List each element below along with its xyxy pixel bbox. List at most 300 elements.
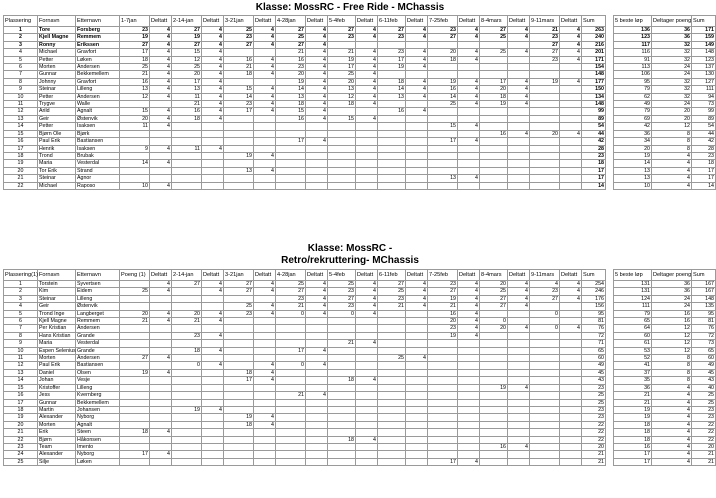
- table-cell: [150, 175, 172, 182]
- table-cell: [378, 175, 406, 182]
- table-cell: [606, 86, 614, 93]
- table-cell: 20: [172, 71, 202, 78]
- table-cell: [606, 27, 614, 34]
- table-cell: 76: [692, 325, 716, 332]
- table-cell: [406, 123, 428, 130]
- table-cell: [406, 167, 428, 174]
- table-cell: Østenvik: [76, 115, 120, 122]
- table-cell: 4: [202, 49, 224, 56]
- table-cell: [378, 458, 406, 465]
- table-cell: 23: [692, 152, 716, 159]
- table-cell: 18: [224, 369, 254, 376]
- table-cell: 15: [428, 123, 458, 130]
- column-header: 8-4mars: [480, 270, 508, 281]
- table-cell: [530, 152, 560, 159]
- table-cell: 27: [530, 295, 560, 302]
- table-cell: 25: [276, 281, 306, 288]
- table-cell: 4: [254, 34, 276, 41]
- table-cell: 4: [202, 27, 224, 34]
- table-cell: 23: [582, 384, 606, 391]
- table-cell: 4: [150, 71, 172, 78]
- table-cell: 16: [4, 138, 38, 145]
- table-cell: [458, 443, 480, 450]
- table1-title: Klasse: MossRC - Free Ride - MChassis: [255, 2, 445, 13]
- table-cell: [120, 295, 150, 302]
- table-row: [4, 443, 716, 450]
- table-cell: 16: [172, 108, 202, 115]
- table-cell: [560, 175, 582, 182]
- table-cell: [172, 182, 202, 189]
- table-cell: 4: [458, 123, 480, 130]
- table-cell: [276, 399, 306, 406]
- table-cell: [378, 421, 406, 428]
- table-cell: 4: [202, 78, 224, 85]
- table-cell: [306, 175, 328, 182]
- table-cell: [458, 414, 480, 421]
- table-cell: 23: [530, 288, 560, 295]
- table-cell: [306, 458, 328, 465]
- table-cell: 17: [692, 167, 716, 174]
- table-cell: [606, 318, 614, 325]
- table-cell: [458, 130, 480, 137]
- table-cell: [328, 175, 356, 182]
- table-cell: 16: [276, 56, 306, 63]
- table-cell: 24: [652, 64, 692, 71]
- column-header: Etternavn: [76, 270, 120, 281]
- table-cell: [224, 325, 254, 332]
- table-cell: [202, 340, 224, 347]
- column-header: Fornavn: [38, 270, 76, 281]
- table-cell: 53: [614, 347, 652, 354]
- table-cell: 4: [150, 451, 172, 458]
- table-cell: [530, 384, 560, 391]
- table-cell: Trond: [38, 152, 76, 159]
- table-cell: [530, 145, 560, 152]
- table-cell: [530, 86, 560, 93]
- table-cell: [172, 167, 202, 174]
- table-cell: [328, 325, 356, 332]
- table-cell: Grande: [76, 347, 120, 354]
- table-cell: [254, 160, 276, 167]
- table-cell: [328, 443, 356, 450]
- table-cell: 4: [202, 406, 224, 413]
- table-cell: 16: [480, 443, 508, 450]
- table-cell: 4: [306, 86, 328, 93]
- table-cell: [306, 369, 328, 376]
- table-cell: 4: [530, 281, 560, 288]
- table-cell: Johan: [38, 377, 76, 384]
- column-header: [606, 270, 614, 281]
- table-cell: 16: [652, 310, 692, 317]
- table-cell: [428, 443, 458, 450]
- table-row: [4, 414, 716, 421]
- table-cell: 4: [254, 108, 276, 115]
- table-cell: [224, 182, 254, 189]
- table-cell: [428, 406, 458, 413]
- table-cell: 4: [306, 288, 328, 295]
- table-cell: 7: [4, 325, 38, 332]
- table-cell: 89: [582, 115, 606, 122]
- table-cell: [530, 436, 560, 443]
- table-cell: [150, 167, 172, 174]
- table-cell: [508, 160, 530, 167]
- table-cell: 25: [480, 34, 508, 41]
- table-cell: [458, 167, 480, 174]
- table-cell: [202, 377, 224, 384]
- column-header: Fornavn: [38, 16, 76, 27]
- table-cell: 4: [150, 182, 172, 189]
- table-cell: [224, 49, 254, 56]
- table-cell: [202, 436, 224, 443]
- table-cell: 14: [378, 86, 406, 93]
- column-header: 4-28jan: [276, 270, 306, 281]
- table-cell: 4: [508, 130, 530, 137]
- table-cell: 4: [150, 78, 172, 85]
- table-row: [4, 303, 716, 310]
- table-row: [4, 436, 716, 443]
- table-cell: 4: [150, 429, 172, 436]
- table-cell: 23: [378, 295, 406, 302]
- table-row: [4, 167, 716, 174]
- table-cell: 4: [254, 152, 276, 159]
- table-cell: [378, 130, 406, 137]
- table-cell: Petter: [38, 93, 76, 100]
- table-cell: 4: [202, 86, 224, 93]
- table-cell: 4: [508, 34, 530, 41]
- table-cell: 4: [458, 27, 480, 34]
- table-cell: 19: [428, 78, 458, 85]
- table-cell: Morten: [38, 421, 76, 428]
- table-cell: [428, 130, 458, 137]
- table-cell: 3: [4, 295, 38, 302]
- table-cell: [120, 175, 150, 182]
- table-cell: 22: [692, 421, 716, 428]
- table-row: [4, 56, 716, 63]
- table-cell: [508, 123, 530, 130]
- table-cell: [530, 318, 560, 325]
- table-cell: [530, 421, 560, 428]
- table-cell: [406, 414, 428, 421]
- table-cell: 4: [356, 56, 378, 63]
- table-cell: 10: [4, 347, 38, 354]
- table-cell: [480, 362, 508, 369]
- table-row: [4, 160, 716, 167]
- table-cell: [306, 436, 328, 443]
- table-cell: [530, 167, 560, 174]
- table-cell: [356, 108, 378, 115]
- table-cell: [254, 406, 276, 413]
- table-cell: 4: [458, 56, 480, 63]
- table-cell: 4: [508, 49, 530, 56]
- table-cell: [328, 399, 356, 406]
- table-cell: [480, 451, 508, 458]
- table-cell: [276, 377, 306, 384]
- table-cell: Ronny: [38, 41, 76, 48]
- table-cell: 4: [652, 399, 692, 406]
- table-cell: 4: [508, 78, 530, 85]
- table-cell: 8: [652, 145, 692, 152]
- table-cell: [406, 101, 428, 108]
- table-cell: [224, 115, 254, 122]
- table-cell: [428, 340, 458, 347]
- table-cell: [406, 115, 428, 122]
- table-cell: [120, 347, 150, 354]
- table-cell: [356, 167, 378, 174]
- table-cell: [306, 332, 328, 339]
- table-cell: Løken: [76, 56, 120, 63]
- table-cell: [606, 414, 614, 421]
- table-cell: 4: [150, 93, 172, 100]
- table-cell: 21: [378, 303, 406, 310]
- table-cell: [328, 318, 356, 325]
- table-cell: 45: [582, 369, 606, 376]
- table-cell: 16: [276, 115, 306, 122]
- table-row: [4, 384, 716, 391]
- table-cell: [406, 436, 428, 443]
- table-cell: 4: [150, 49, 172, 56]
- table-cell: Erikssen: [76, 41, 120, 48]
- table-cell: 20: [692, 443, 716, 450]
- table-cell: 42: [692, 138, 716, 145]
- table-cell: 21: [428, 303, 458, 310]
- table-cell: 11: [120, 123, 150, 130]
- table-cell: 25: [276, 34, 306, 41]
- table-cell: 71: [582, 340, 606, 347]
- table-cell: 23: [428, 281, 458, 288]
- table-cell: 21: [328, 49, 356, 56]
- table-cell: [378, 340, 406, 347]
- table-cell: 8: [652, 138, 692, 145]
- table-cell: [530, 182, 560, 189]
- table-row: [4, 318, 716, 325]
- table-cell: 23: [276, 64, 306, 71]
- table-cell: Langberget: [76, 310, 120, 317]
- table-cell: 135: [692, 303, 716, 310]
- table-cell: 4: [458, 318, 480, 325]
- table-cell: 19: [480, 101, 508, 108]
- table-cell: 18: [224, 71, 254, 78]
- table-cell: 263: [582, 27, 606, 34]
- table-cell: 10: [4, 93, 38, 100]
- column-header: 9-11mars: [530, 16, 560, 27]
- table-cell: [560, 399, 582, 406]
- table-cell: 4: [254, 281, 276, 288]
- table-cell: 4: [560, 295, 582, 302]
- table-cell: 28: [582, 145, 606, 152]
- table-cell: 4: [560, 27, 582, 34]
- table-cell: 111: [614, 303, 652, 310]
- table-cell: 15: [4, 130, 38, 137]
- table-cell: [480, 152, 508, 159]
- table-cell: Hans Kristian: [38, 332, 76, 339]
- table-cell: 12: [652, 347, 692, 354]
- table-cell: 18: [692, 160, 716, 167]
- table-cell: 79: [614, 86, 652, 93]
- table-cell: [328, 152, 356, 159]
- table-cell: 4: [306, 27, 328, 34]
- table-cell: Martin: [38, 406, 76, 413]
- table-cell: 17: [428, 138, 458, 145]
- table-cell: 20: [276, 71, 306, 78]
- table-cell: [172, 152, 202, 159]
- table-cell: [356, 175, 378, 182]
- header-row: [4, 270, 716, 281]
- table-cell: 149: [692, 41, 716, 48]
- table-cell: [480, 421, 508, 428]
- table-cell: 4: [202, 108, 224, 115]
- table-cell: 45: [692, 369, 716, 376]
- table-cell: [606, 451, 614, 458]
- table-cell: [508, 175, 530, 182]
- table-cell: 23: [530, 56, 560, 63]
- table-cell: [120, 303, 150, 310]
- table-cell: [406, 458, 428, 465]
- table-cell: [150, 377, 172, 384]
- table-cell: [458, 369, 480, 376]
- table-cell: 4: [356, 34, 378, 41]
- table-cell: [606, 281, 614, 288]
- table-cell: [378, 325, 406, 332]
- table-cell: 11: [172, 93, 202, 100]
- table-cell: 23: [120, 27, 150, 34]
- table-cell: [530, 115, 560, 122]
- column-header: Deltatt: [150, 270, 172, 281]
- table-cell: 4: [560, 78, 582, 85]
- table-cell: 32: [652, 78, 692, 85]
- table-cell: 13: [4, 115, 38, 122]
- table-cell: 27: [172, 281, 202, 288]
- table-cell: [150, 392, 172, 399]
- table-cell: [480, 355, 508, 362]
- table-cell: [606, 295, 614, 302]
- table-cell: [560, 347, 582, 354]
- table-cell: [560, 392, 582, 399]
- table-cell: [202, 355, 224, 362]
- table-cell: [120, 130, 150, 137]
- table-cell: 64: [614, 325, 652, 332]
- table-cell: [378, 138, 406, 145]
- table-cell: [356, 429, 378, 436]
- table-cell: [254, 332, 276, 339]
- table-cell: [606, 108, 614, 115]
- table-cell: [254, 451, 276, 458]
- table-cell: [560, 384, 582, 391]
- table-cell: 36: [614, 130, 652, 137]
- column-header: Sum: [582, 270, 606, 281]
- table-cell: 18: [614, 436, 652, 443]
- table-cell: Lilleng: [76, 384, 120, 391]
- table-cell: [560, 160, 582, 167]
- table-cell: 16: [378, 108, 406, 115]
- table-cell: [508, 406, 530, 413]
- column-header: 4-28jan: [276, 16, 306, 27]
- table-cell: [172, 160, 202, 167]
- table-cell: [406, 399, 428, 406]
- table-cell: 4: [202, 56, 224, 63]
- table-cell: Morten: [38, 355, 76, 362]
- table-cell: Imento: [76, 443, 120, 450]
- table-cell: [606, 332, 614, 339]
- table-cell: [458, 145, 480, 152]
- table-cell: [328, 123, 356, 130]
- table-cell: 20: [614, 145, 652, 152]
- table-cell: 4: [202, 41, 224, 48]
- column-header: Plassering(1): [4, 270, 38, 281]
- table-cell: 20: [480, 325, 508, 332]
- table-cell: 18: [614, 421, 652, 428]
- table-cell: 27: [224, 281, 254, 288]
- table-cell: [480, 145, 508, 152]
- table-cell: [458, 64, 480, 71]
- table-cell: [356, 152, 378, 159]
- table-cell: 11: [172, 145, 202, 152]
- table-cell: 18: [276, 101, 306, 108]
- table-cell: [356, 414, 378, 421]
- table-cell: 4: [458, 175, 480, 182]
- table-cell: 9: [4, 340, 38, 347]
- column-header: Deltatt: [356, 16, 378, 27]
- table-cell: 4: [150, 145, 172, 152]
- table-cell: 4: [254, 86, 276, 93]
- table-cell: [458, 115, 480, 122]
- table-cell: 4: [202, 34, 224, 41]
- table-cell: [508, 429, 530, 436]
- table-cell: 3: [4, 41, 38, 48]
- table-cell: 14: [614, 160, 652, 167]
- table-cell: 148: [692, 49, 716, 56]
- table-cell: [606, 458, 614, 465]
- table-cell: 27: [480, 27, 508, 34]
- table-cell: [560, 443, 582, 450]
- table-cell: 20: [530, 130, 560, 137]
- table-cell: 17: [614, 451, 652, 458]
- table-cell: 60: [582, 355, 606, 362]
- table-cell: [530, 451, 560, 458]
- table-cell: [378, 332, 406, 339]
- table-cell: [224, 130, 254, 137]
- table-cell: 4: [356, 436, 378, 443]
- table-cell: [606, 152, 614, 159]
- table-row: [4, 369, 716, 376]
- table-cell: 4: [356, 64, 378, 71]
- column-header: 5-4feb: [328, 270, 356, 281]
- table-cell: 4: [254, 71, 276, 78]
- table-cell: 123: [692, 56, 716, 63]
- table-cell: [378, 392, 406, 399]
- table-cell: [530, 108, 560, 115]
- table-cell: 13: [328, 86, 356, 93]
- table-row: [4, 362, 716, 369]
- table-cell: 21: [614, 399, 652, 406]
- table-cell: [328, 41, 356, 48]
- table-cell: [480, 310, 508, 317]
- table-cell: 4: [652, 458, 692, 465]
- table-cell: [480, 399, 508, 406]
- table-cell: [606, 421, 614, 428]
- table-cell: [378, 145, 406, 152]
- table-cell: [428, 145, 458, 152]
- table-cell: 10: [614, 182, 652, 189]
- table-cell: 25: [4, 458, 38, 465]
- table-cell: 21: [530, 27, 560, 34]
- table-cell: 4: [202, 318, 224, 325]
- table-cell: 24: [4, 451, 38, 458]
- table-cell: [254, 318, 276, 325]
- table-cell: Andersen: [76, 64, 120, 71]
- table-cell: 17: [4, 145, 38, 152]
- table-cell: Steinar: [38, 295, 76, 302]
- table-cell: 4: [652, 414, 692, 421]
